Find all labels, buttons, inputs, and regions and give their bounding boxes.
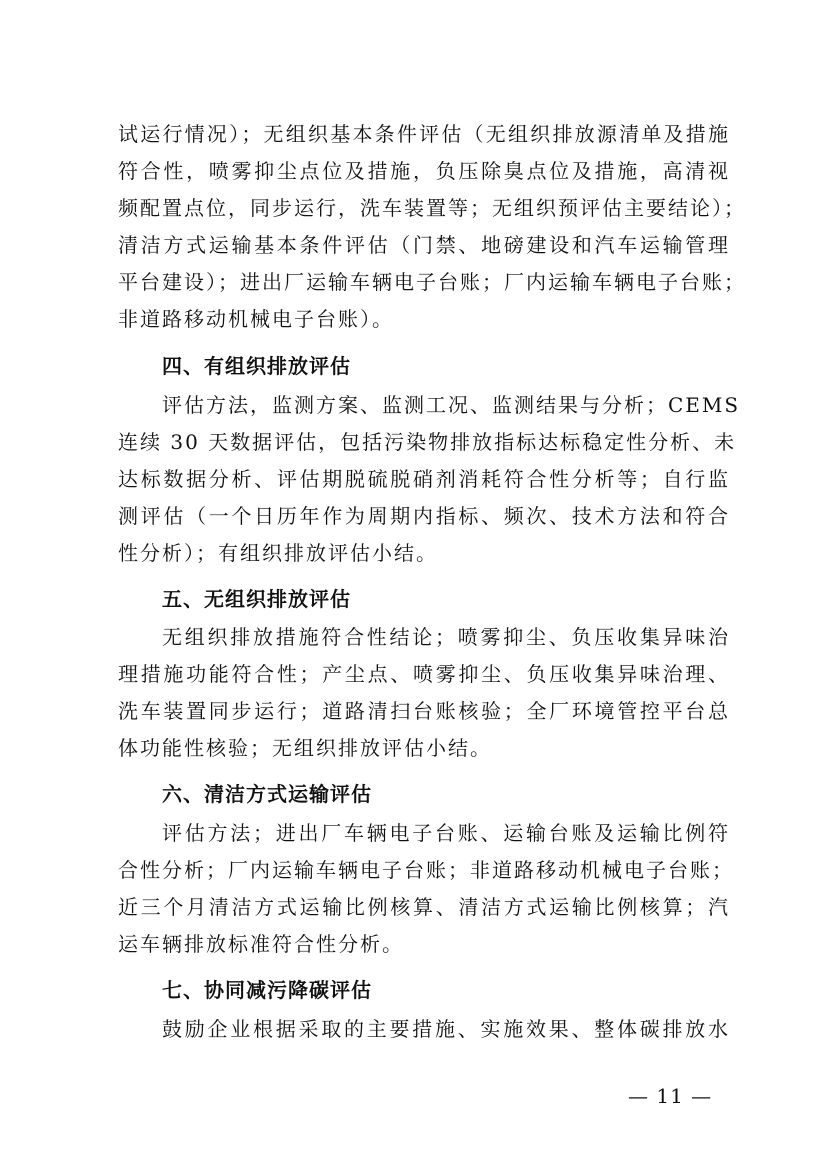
text-line: 洗车装置同步运行；道路清扫台账核验；全厂环境管控平台总 — [118, 699, 730, 723]
section-heading-organized-emission: 四、有组织排放评估 — [162, 354, 351, 378]
text-line: 试运行情况）；无组织基本条件评估（无组织排放源清单及措施 — [118, 122, 730, 146]
section-heading-carbon-reduction: 七、协同减污降碳评估 — [162, 978, 372, 1002]
paragraph-unorganized-emission — [118, 619, 730, 767]
page-number: — 11 — — [628, 1084, 713, 1108]
text-line: 性分析）；有组织排放评估小结。 — [118, 541, 438, 565]
text-line: 符合性，喷雾抑尘点位及措施，负压除臭点位及措施，高清视 — [118, 159, 730, 183]
paragraph-clean-transport — [118, 815, 734, 963]
text-line: 测评估（一个日历年作为周期内指标、频次、技术方法和符合 — [118, 504, 730, 528]
text-line: 达标数据分析、评估期脱硫脱硝剂消耗符合性分析等；自行监 — [118, 467, 730, 491]
text-line: 体功能性核验；无组织排放评估小结。 — [118, 736, 492, 760]
text-line: 运车辆排放标准符合性分析。 — [118, 932, 404, 956]
text-line: 评估方法，监测方案、监测工况、监测结果与分析；CEMS — [162, 393, 741, 417]
section-heading-unorganized-emission: 五、无组织排放评估 — [162, 587, 351, 611]
text-line: 非道路移动机械电子台账）。 — [118, 307, 394, 331]
text-line: 鼓励企业根据采取的主要措施、实施效果、整体碳排放水 — [162, 1017, 730, 1041]
text-line: 频配置点位，同步运行，洗车装置等；无组织预评估主要结论）； — [118, 196, 746, 220]
paragraph-organized-emission — [118, 387, 741, 572]
text-line: 理措施功能符合性；产尘点、喷雾抑尘、负压收集异味治理、 — [118, 662, 730, 686]
paragraph-basic-conditions — [118, 116, 746, 338]
text-line: 连续 30 天数据评估，包括污染物排放指标达标稳定性分析、未 — [118, 430, 737, 454]
text-line: 平台建设）；进出厂运输车辆电子台账；厂内运输车辆电子台账； — [118, 270, 746, 294]
text-line: 无组织排放措施符合性结论；喷雾抑尘、负压收集异味治 — [162, 625, 730, 649]
text-line: 评估方法；进出厂车辆电子台账、运输台账及运输比例符 — [162, 821, 730, 845]
text-line: 合性分析；厂内运输车辆电子台账；非道路移动机械电子台账； — [118, 858, 734, 882]
paragraph-carbon-reduction — [118, 1011, 730, 1048]
text-line: 近三个月清洁方式运输比例核算、清洁方式运输比例核算；汽 — [118, 895, 730, 919]
section-heading-clean-transport: 六、清洁方式运输评估 — [162, 782, 372, 806]
text-line: 清洁方式运输基本条件评估（门禁、地磅建设和汽车运输管理 — [118, 233, 730, 257]
